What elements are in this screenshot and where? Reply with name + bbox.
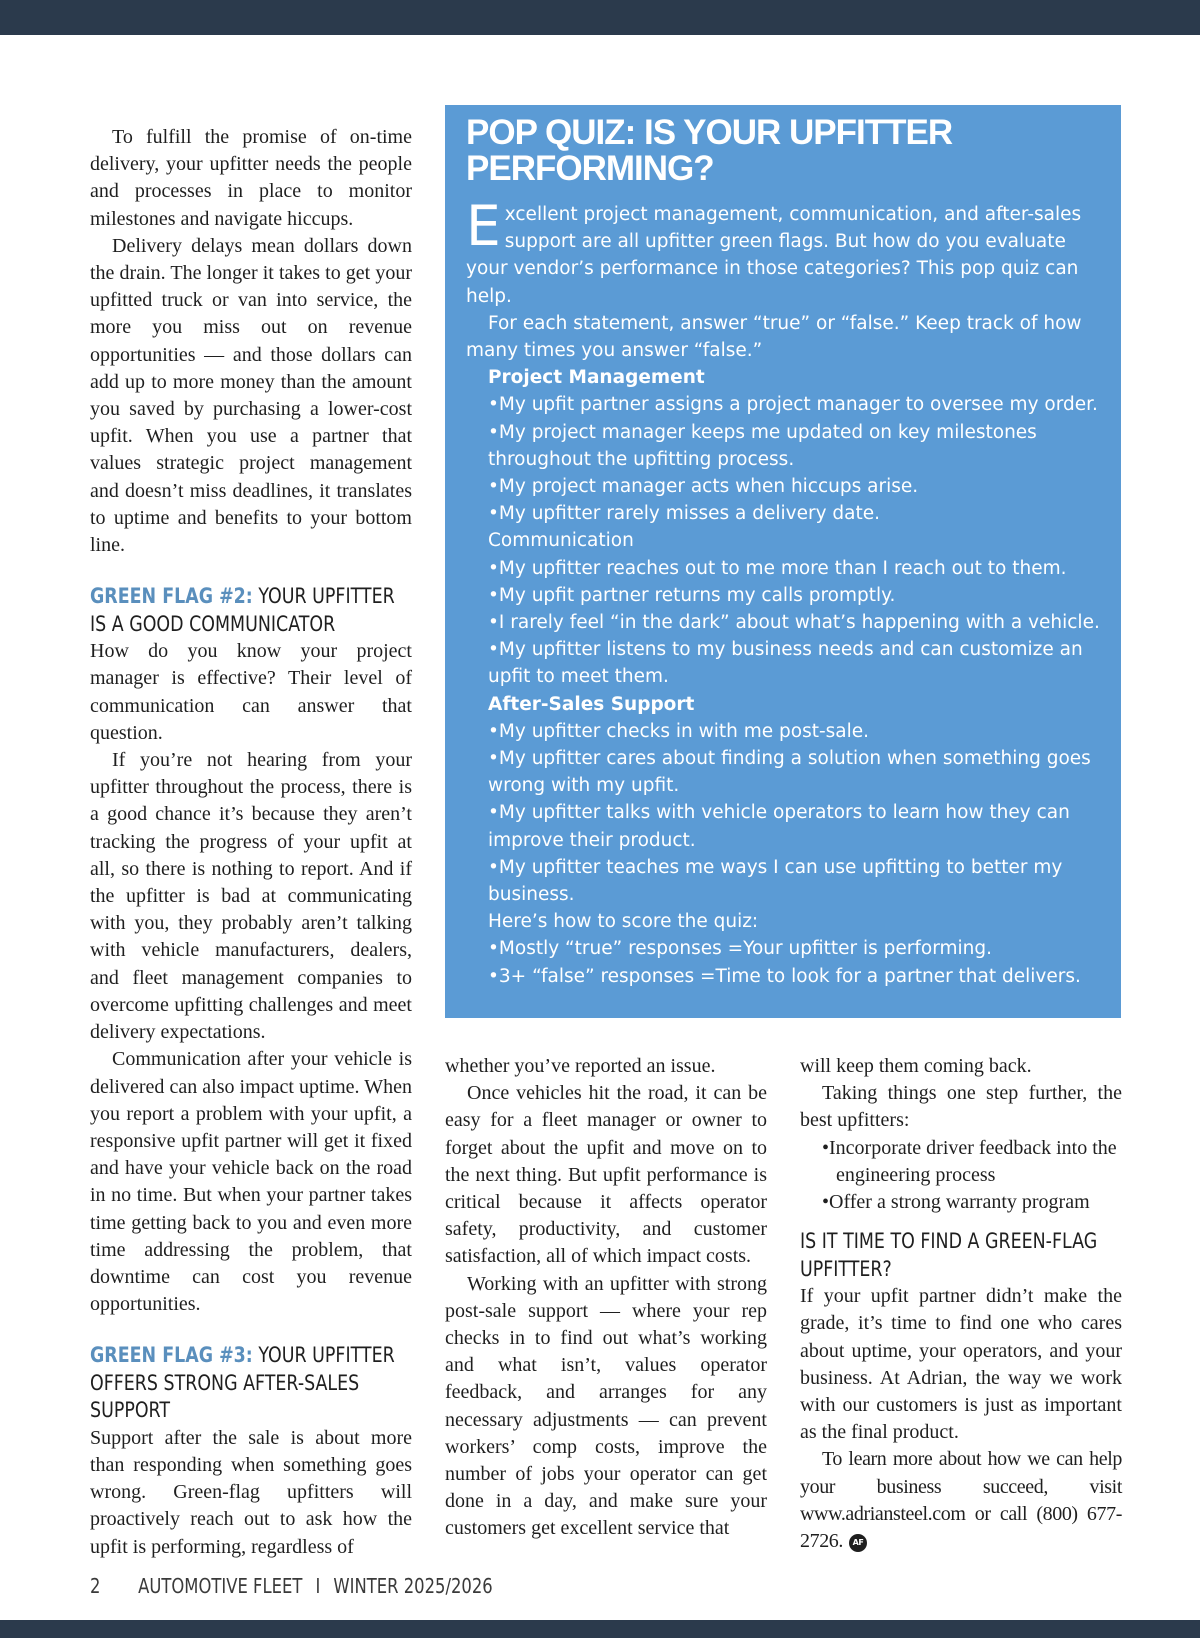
quiz-statement: •My upfitter reaches out to me more than I reach out to them. <box>488 557 1067 579</box>
quiz-section-project-management: Project Management <box>488 367 705 389</box>
quiz-statement: •My project manager keeps me updated on key milestones throughout the upfitting process. <box>488 421 1037 470</box>
paragraph: Once vehicles hit the road, it can be easy for a fleet manager or owner to forget about the upfit and move on to the next thing. But upfit performance is critical because it affects operator safety, productivity, and customer satisfaction, all of which impact costs. <box>445 1082 767 1268</box>
paragraph: Communication after your vehicle is delivered can also impact uptime. When you report a problem with your upfit, a responsive upfit partner will get it fixed and have your vehicle back on the road in no time. But when your partner takes time getting back to you and even more time addressing the problem, that downtime can cost you revenue opportunities. <box>90 1048 412 1316</box>
footer-separator: I <box>315 1574 321 1598</box>
quiz-body <box>466 194 1101 990</box>
paragraph: Taking things one step further, the best upfitters: <box>800 1082 1122 1132</box>
quiz-statement: •My upfitter checks in with me post-sale. <box>488 720 870 742</box>
cta-text: To learn more about how we can help your business succeed, visit www.adriansteel.com or call (800) 677-2726. <box>800 1448 1122 1553</box>
quiz-statement: •My upfitter cares about finding a solution when something goes wrong with my upfit. <box>488 748 1091 797</box>
quiz-instructions: For each statement, answer “true” or “false.” Keep track of how many times you answer “false.” <box>466 312 1082 362</box>
quiz-section-communication: Communication <box>488 530 634 552</box>
paragraph: If you’re not hearing from your upfitter throughout the process, there is a good chance it’s because they aren’t tracking the progress of your upfit at all, so there is nothing to report. And if the upfitter is bad at communicating with you, they probably aren’t talking with vehicle manufacturers, dealers, and fleet management companies to overcome upfitting challenges and meet delivery expectations. <box>90 749 412 1044</box>
paragraph: Delivery delays mean dollars down the drain. The longer it takes to get your upfitted truck or van into service, the more you miss out on revenue opportunities — and those dollars can add up to more money than the amount you saved by purchasing a lower-cost upfit. When you use a partner that values strategic project management and doesn’t miss deadlines, it translates to uptime and benefits to your bottom line. <box>90 234 412 557</box>
drop-cap: E <box>466 194 501 258</box>
paragraph: To fulfill the promise of on-time delivery, your upfitter needs the people and processes in place to monitor milestones and navigate hiccups. <box>90 126 412 230</box>
quiz-score-rule: •3+ “false” responses =Time to look for a partner that delivers. <box>488 965 1081 987</box>
paragraph: whether you’ve reported an issue. <box>445 1055 716 1077</box>
column-1 <box>90 124 412 1561</box>
quiz-statement: •My upfitter talks with vehicle operators to learn how they can improve their product. <box>488 802 1070 851</box>
paragraph: How do you know your project manager is effective? Their level of communication can answer that question. <box>90 640 412 744</box>
column-3 <box>800 1053 1122 1555</box>
quiz-scoring-heading: Here’s how to score the quiz: <box>488 911 759 933</box>
section-heading-green-flag-3 <box>90 1342 414 1425</box>
paragraph-cta <box>800 1446 1122 1555</box>
green-flag-label: GREEN FLAG #2: <box>90 584 253 609</box>
quiz-score-rule: •Mostly “true” responses =Your upfitter is performing. <box>488 938 992 960</box>
green-flag-label: GREEN FLAG #3: <box>90 1343 253 1368</box>
quiz-statement: •I rarely feel “in the dark” about what’s happening with a vehicle. <box>488 612 1100 634</box>
magazine-name: AUTOMOTIVE FLEET <box>138 1574 303 1598</box>
heading-text: YOUR UPFITTER OFFERS STRONG AFTER-SALES SUPPORT <box>90 1343 395 1423</box>
list-item: •Offer a strong warranty program <box>822 1191 1090 1214</box>
top-bar <box>0 0 1200 35</box>
quiz-statement: •My upfit partner returns my calls promptly. <box>488 584 896 606</box>
paragraph: Support after the sale is about more than responding when something goes wrong. Green-flag upfitters will proactively reach out to ask how the upfit is performing, regardless of <box>90 1426 412 1558</box>
page-footer <box>90 1574 530 1598</box>
paragraph: will keep them coming back. <box>800 1055 1032 1077</box>
quiz-statement: •My upfitter teaches me ways I can use upfitting to better my business. <box>488 856 1063 906</box>
list-item: •Incorporate driver feedback into the engineering process <box>822 1136 1117 1186</box>
paragraph: Working with an upfitter with strong post-sale support — where your rep checks in to find out what’s working and what isn’t, values operator feedback, and arranges for any necessary adjustments — can prevent workers’ comp costs, improve the number of jobs your operator can get done in a day, and make sure your customers get excellent service that <box>445 1272 767 1540</box>
quiz-statement: •My project manager acts when hiccups arise. <box>488 476 919 498</box>
bullet-list <box>800 1135 1122 1217</box>
section-heading-green-flag-upfitter: IS IT TIME TO FIND A GREEN-FLAG UPFITTER? <box>800 1229 1098 1281</box>
quiz-statement: •My upfitter rarely misses a delivery date. <box>488 503 881 525</box>
section-heading-green-flag-2 <box>90 583 414 638</box>
column-2 <box>445 1053 767 1543</box>
quiz-section-after-sales: After-Sales Support <box>488 693 695 715</box>
quiz-statement: •My upfitter listens to my business needs and can customize an upfit to meet them. <box>488 639 1083 688</box>
quiz-intro: xcellent project management, communication, and after-sales support are all upfitter green flags. But how do you evaluate your vendor’s performance in those categories? This pop quiz can help. <box>466 204 1082 307</box>
issue-date: WINTER 2025/2026 <box>333 1574 493 1598</box>
paragraph: If your upfit partner didn’t make the grade, it’s time to find one who cares about uptime, your operators, and your business. At Adrian, the way we work with our customers is just as important as the final product. <box>800 1285 1122 1444</box>
heading-text: YOUR UPFITTER IS A GOOD COMMUNICATOR <box>90 584 395 636</box>
bottom-bar <box>0 1620 1200 1638</box>
quiz-statement: •My upfit partner assigns a project manager to oversee my order. <box>488 394 1098 416</box>
pop-quiz-box <box>445 105 1121 1018</box>
af-logo-icon: AF <box>849 1534 867 1552</box>
quiz-title: POP QUIZ: IS YOUR UPFITTER PERFORMING? <box>466 113 953 188</box>
page-number: 2 <box>90 1574 101 1598</box>
